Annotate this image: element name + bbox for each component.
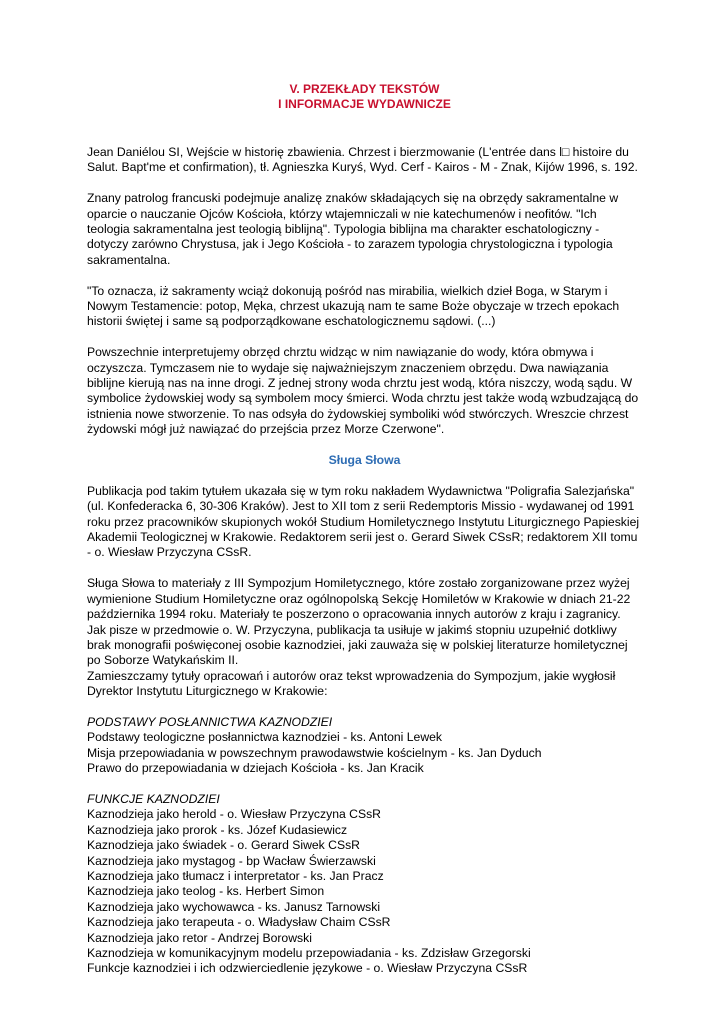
chapter-title-line-2: I INFORMACJE WYDAWNICZE xyxy=(278,96,451,111)
document-page xyxy=(87,82,642,977)
list-item: Podstawy teologiczne posłannictwa kaznodziei - ks. Antoni Lewek xyxy=(87,730,442,745)
review-paragraph-2: "To oznacza, iż sakramenty wciąż dokonują pośród nas mirabilia, wielkich dzieł Boga, w Starym i Nowym Testamencie: potop, Męka, chrzest ukazują nam te same Boże obyczaje w trzech epokach historii świętej i same są podporządkowane eschatologicznemu sądowi. (...) xyxy=(87,283,620,329)
list-heading-functions: FUNKCJE KAZNODZIEI xyxy=(87,791,220,806)
book-citation: Jean Daniélou SI, Wejście w historię zbawienia. Chrzest i bierzmowanie (L'entrée dans l□ histoire du Salut. Bapt'me et confirmation), tł. Agnieszka Kuryś, Wyd. Cerf - Kairos - M - Znak, Kijów 1996, s. 192. xyxy=(87,145,638,175)
list-functions xyxy=(87,807,642,976)
list-item: Kaznodzieja jako tłumacz i interpretator - ks. Jan Pracz xyxy=(87,868,384,883)
list-item: Kaznodzieja jako retor - Andrzej Borowski xyxy=(87,930,312,945)
list-heading-foundations: PODSTAWY POSŁANNICTWA KAZNODZIEI xyxy=(87,714,333,729)
list-item: Kaznodzieja jako teolog - ks. Herbert Simon xyxy=(87,884,325,899)
section-title: Sługa Słowa xyxy=(328,453,401,468)
section-paragraph-3: Zamieszczamy tytuły opracowań i autorów oraz tekst wprowadzenia do Sympozjum, jakie wygłosił Dyrektor Instytutu Liturgicznego w Krakowie: xyxy=(87,668,616,699)
list-item: Kaznodzieja jako wychowawca - ks. Janusz Tarnowski xyxy=(87,899,381,914)
section-paragraph-2: Sługa Słowa to materiały z III Sympozjum Homiletycznego, które zostało zorganizowane przez wyżej wymienione Studium Homiletyczne oraz ogólnopolską Sekcję Homiletów w Krakowie w dniach 21-22 października 1994 roku. Materiały te poszerzono o opracowania innych autorów z kraju i zagranicy. Jak pisze w przedmowie o. W. Przyczyna, publikacja ta usiłuje w jakimś stopniu uzupełnić dotkliwy brak monografii poświęconej osobie kaznodziei, jaki zauważa się w polskiej literaturze homiletycznej po Soborze Watykańskim II. xyxy=(87,576,631,668)
list-item: Kaznodzieja jako herold - o. Wiesław Przyczyna CSsR xyxy=(87,807,381,822)
list-item: Kaznodzieja jako mystagog - bp Wacław Świerzawski xyxy=(87,853,376,868)
review-paragraph-1: Znany patrolog francuski podejmuje analizę znaków składających się na obrzędy sakramentalne w oparcie o nauczanie Ojców Kościoła, którzy wtajemniczali w nie katechumenów i neofitów. "Ich teologia sakramentalna jest teologią biblijną". Typologia biblijna ma charakter eschatologiczny - dotyczy zarówno Chrystusa, jak i Jego Kościoła - to zarazem typologia chrystologiczna i typologia sakramentalna. xyxy=(87,191,619,267)
list-item: Kaznodzieja jako świadek - o. Gerard Siwek CSsR xyxy=(87,838,360,853)
chapter-title-line-1: V. PRZEKŁADY TEKSTÓW xyxy=(289,82,440,96)
list-item: Misja przepowiadania w powszechnym prawodawstwie kościelnym - ks. Jan Dyduch xyxy=(87,745,542,760)
section-paragraph-1: Publikacja pod takim tytułem ukazała się w tym roku nakładem Wydawnictwa "Poligrafia Salezjańska" (ul. Konfederacka 6, 30-306 Kraków). Jest to XII tom z serii Redemptoris Missio - wydawanej od 1991 roku przez pracowników skupionych wokół Studium Homiletycznego Instytutu Liturgicznego Papieskiej Akademii Teologicznej w Krakowie. Redaktorem serii jest o. Gerard Siwek CSsR; redaktorem XII tomu - o. Wiesław Przyczyna CSsR. xyxy=(87,483,640,560)
list-item: Kaznodzieja jako prorok - ks. Józef Kudasiewicz xyxy=(87,822,348,837)
list-item: Kaznodzieja jako terapeuta - o. Władysław Chaim CSsR xyxy=(87,915,391,930)
list-item: Prawo do przepowiadania w dziejach Kościoła - ks. Jan Kracik xyxy=(87,761,424,776)
list-foundations xyxy=(87,730,642,776)
list-item: Kaznodzieja w komunikacyjnym modelu przepowiadania - ks. Zdzisław Grzegorski xyxy=(87,946,531,960)
review-paragraph-3: Powszechnie interpretujemy obrzęd chrztu widząc w nim nawiązanie do wody, która obmywa i oczyszcza. Tymczasem nie to wydaje się najważniejszym znaczeniem obrzędu. Dwa nawiązania biblijne kierują nas na inne drogi. Z jednej strony woda chrztu jest wodą, która niszczy, wodą sądu. W symbolice żydowskiej wody są symbolem mocy śmierci. Woda chrztu jest także wodą wzbudzającą do istnienia nowe stworzenie. To nas odsyła do żydowskiej symboliki wód stwórczych. Wreszcie chrzest żydowski mógł już nawiązać do przejścia przez Morze Czerwone". xyxy=(87,345,639,437)
list-item: Funkcje kaznodziei i ich odzwierciedlenie językowe - o. Wiesław Przyczyna CSsR xyxy=(87,961,528,976)
